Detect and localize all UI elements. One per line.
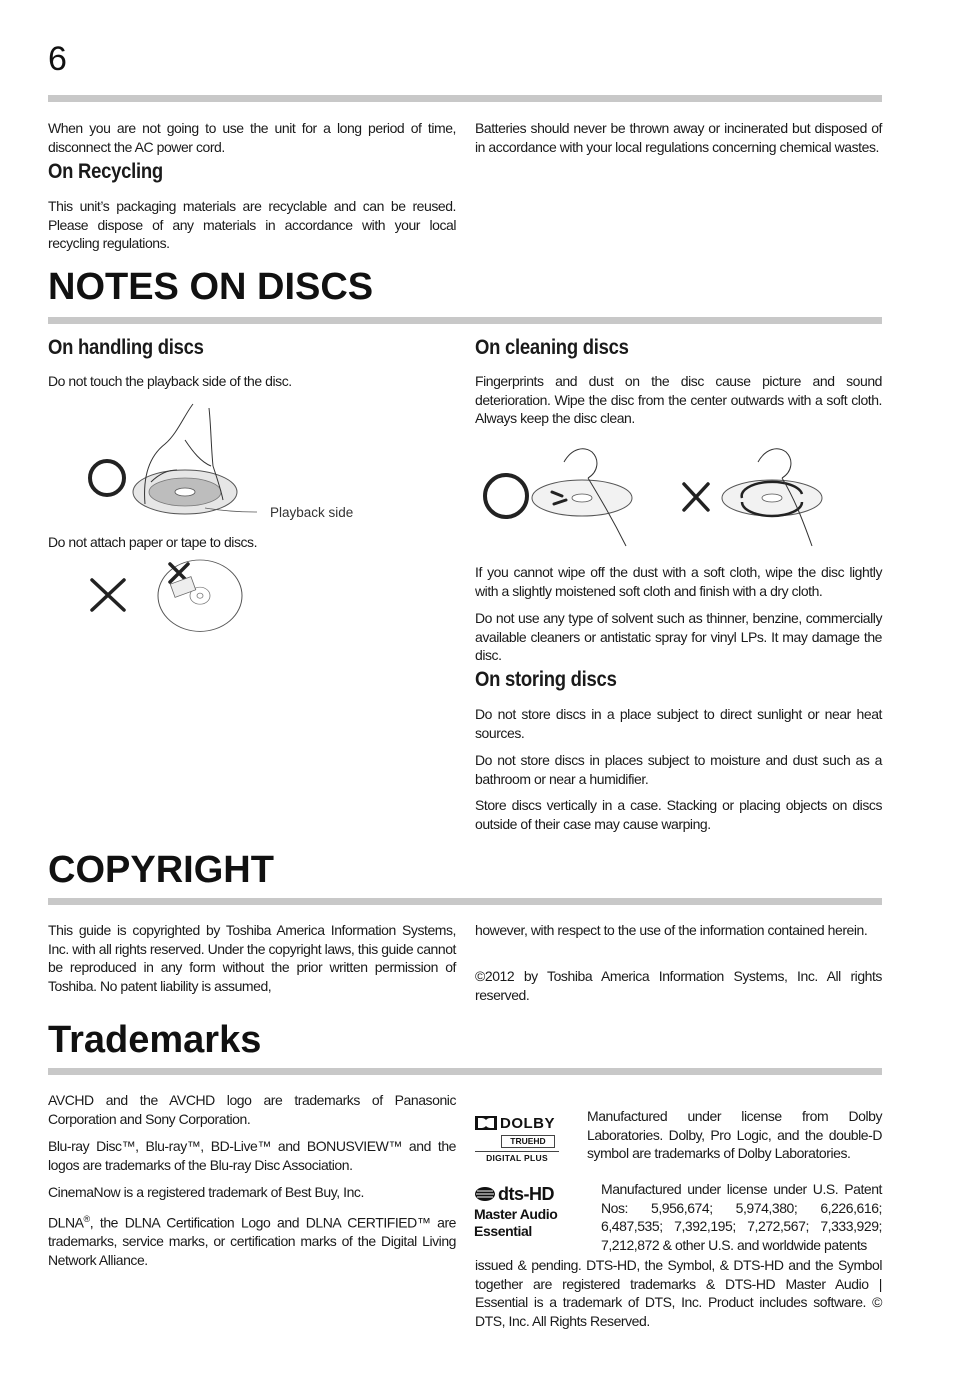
playback-side-label: Playback side [270, 505, 354, 520]
storing-text-3: Store discs vertically in a case. Stacking or placing objects on discs outside of their case may cause warping. [475, 797, 882, 832]
handling-text-2: Do not attach paper or tape to discs. [48, 534, 258, 550]
bluray-trademark: Blu-ray Disc™, Blu-ray™, BD-Live™ and BONUSVIEW™ and the logos are trademarks of the Blu-ray Disc Association. [48, 1138, 456, 1173]
recycling-text: This unit’s packaging materials are recyclable and can be reused. Please dispose of any materials in accordance with your local recycling regulations. [48, 198, 456, 252]
registered-mark: ® [83, 1214, 90, 1224]
cleaning-heading: On cleaning discs [475, 336, 629, 359]
dts-hd-logo: dts-HD Master Audio Essential [474, 1183, 558, 1239]
notes-rule [48, 317, 882, 324]
cleaning-text-2: If you cannot wipe off the dust with a soft cloth, wipe the disc lightly with a slightly moistened soft cloth and finish with a dry cloth. [475, 564, 882, 599]
handling-text-1: Do not touch the playback side of the disc. [48, 373, 292, 389]
incorrect-x-icon [684, 484, 708, 510]
power-cord-note: When you are not going to use the unit for a long period of time, disconnect the AC power cord. [48, 120, 456, 155]
copyright-text-1: This guide is copyrighted by Toshiba America Information Systems, Inc. with all rights reserved. Under the copyright laws, this guide cannot be reproduced in any form without the prior written permission of Toshiba. No patent liability is assumed, [48, 922, 456, 994]
handling-heading: On handling discs [48, 336, 204, 359]
dts-text-2: issued & pending. DTS-HD, the Symbol, & DTS-HD and the Symbol together are registered trademarks & DTS-HD Master Audio | Essential is a trademark of DTS, Inc. Product includes software. © DTS, Inc. All Rights Reserved. [475, 1257, 882, 1329]
trademarks-title: Trademarks [48, 1019, 262, 1061]
copyright-text-2: however, with respect to the use of the information contained herein. [475, 922, 868, 938]
dolby-text: Manufactured under license from Dolby Laboratories. Dolby, Pro Logic, and the double-D symbol are trademarks of Dolby Laboratories. [587, 1108, 882, 1162]
storing-text-1: Do not store discs in a place subject to direct sunlight or near heat sources. [475, 706, 882, 741]
trademarks-rule [48, 1068, 882, 1075]
cleaning-disc-illustration [480, 438, 820, 558]
storing-text-2: Do not store discs in places subject to moisture and dust such as a bathroom or near a humidifier. [475, 752, 882, 787]
dts-symbol-icon [474, 1186, 496, 1202]
cinemanow-trademark: CinemaNow is a registered trademark of Best Buy, Inc. [48, 1184, 364, 1200]
page-number: 6 [48, 40, 67, 78]
dts-text-1: Manufactured under license under U.S. Patent Nos: 5,956,674; 5,974,380; 6,226,616; 6,487,535; 7,392,195; 7,272,567; 7,333,929; 7,212,872 & other U.S. and worldwide patents [601, 1181, 882, 1253]
correct-circle-icon [485, 475, 527, 517]
avchd-trademark: AVCHD and the AVCHD logo are trademarks of Panasonic Corporation and Sony Corporation. [48, 1092, 456, 1127]
top-rule [48, 95, 882, 102]
copyright-text-3: ©2012 by Toshiba America Information Systems, Inc. All rights reserved. [475, 968, 882, 1003]
storing-heading: On storing discs [475, 668, 617, 691]
dlna-trademark [48, 1210, 456, 1269]
incorrect-x-icon [92, 580, 124, 610]
dlna-word: DLNA [48, 1214, 84, 1231]
cleaning-text-1: Fingerprints and dust on the disc cause picture and sound deterioration. Wipe the disc from the center outwards with a soft cloth. Always keep the disc clean. [475, 373, 882, 427]
dlna-text: , the DLNA Certification Logo and DLNA CERTIFIED™ are trademarks, service marks, or certification marks of the Digital Living Network Alliance. [48, 1214, 456, 1268]
copyright-title: COPYRIGHT [48, 849, 274, 891]
tape-disc-illustration [88, 560, 248, 630]
batteries-note: Batteries should never be thrown away or incinerated but disposed of in accordance with your local regulations concerning chemical wastes. [475, 120, 882, 155]
double-d-icon [475, 1116, 497, 1130]
notes-on-discs-title: NOTES ON DISCS [48, 266, 374, 308]
cleaning-text-3: Do not use any type of solvent such as thinner, benzine, commercially available cleaners or antistatic spray for vinyl LPs. It may damage the disc. [475, 610, 882, 664]
recycling-heading: On Recycling [48, 160, 163, 183]
dolby-logo: DOLBY TRUEHD DIGITAL PLUS [475, 1114, 559, 1164]
copyright-rule [48, 898, 882, 905]
correct-circle-icon [90, 461, 124, 495]
